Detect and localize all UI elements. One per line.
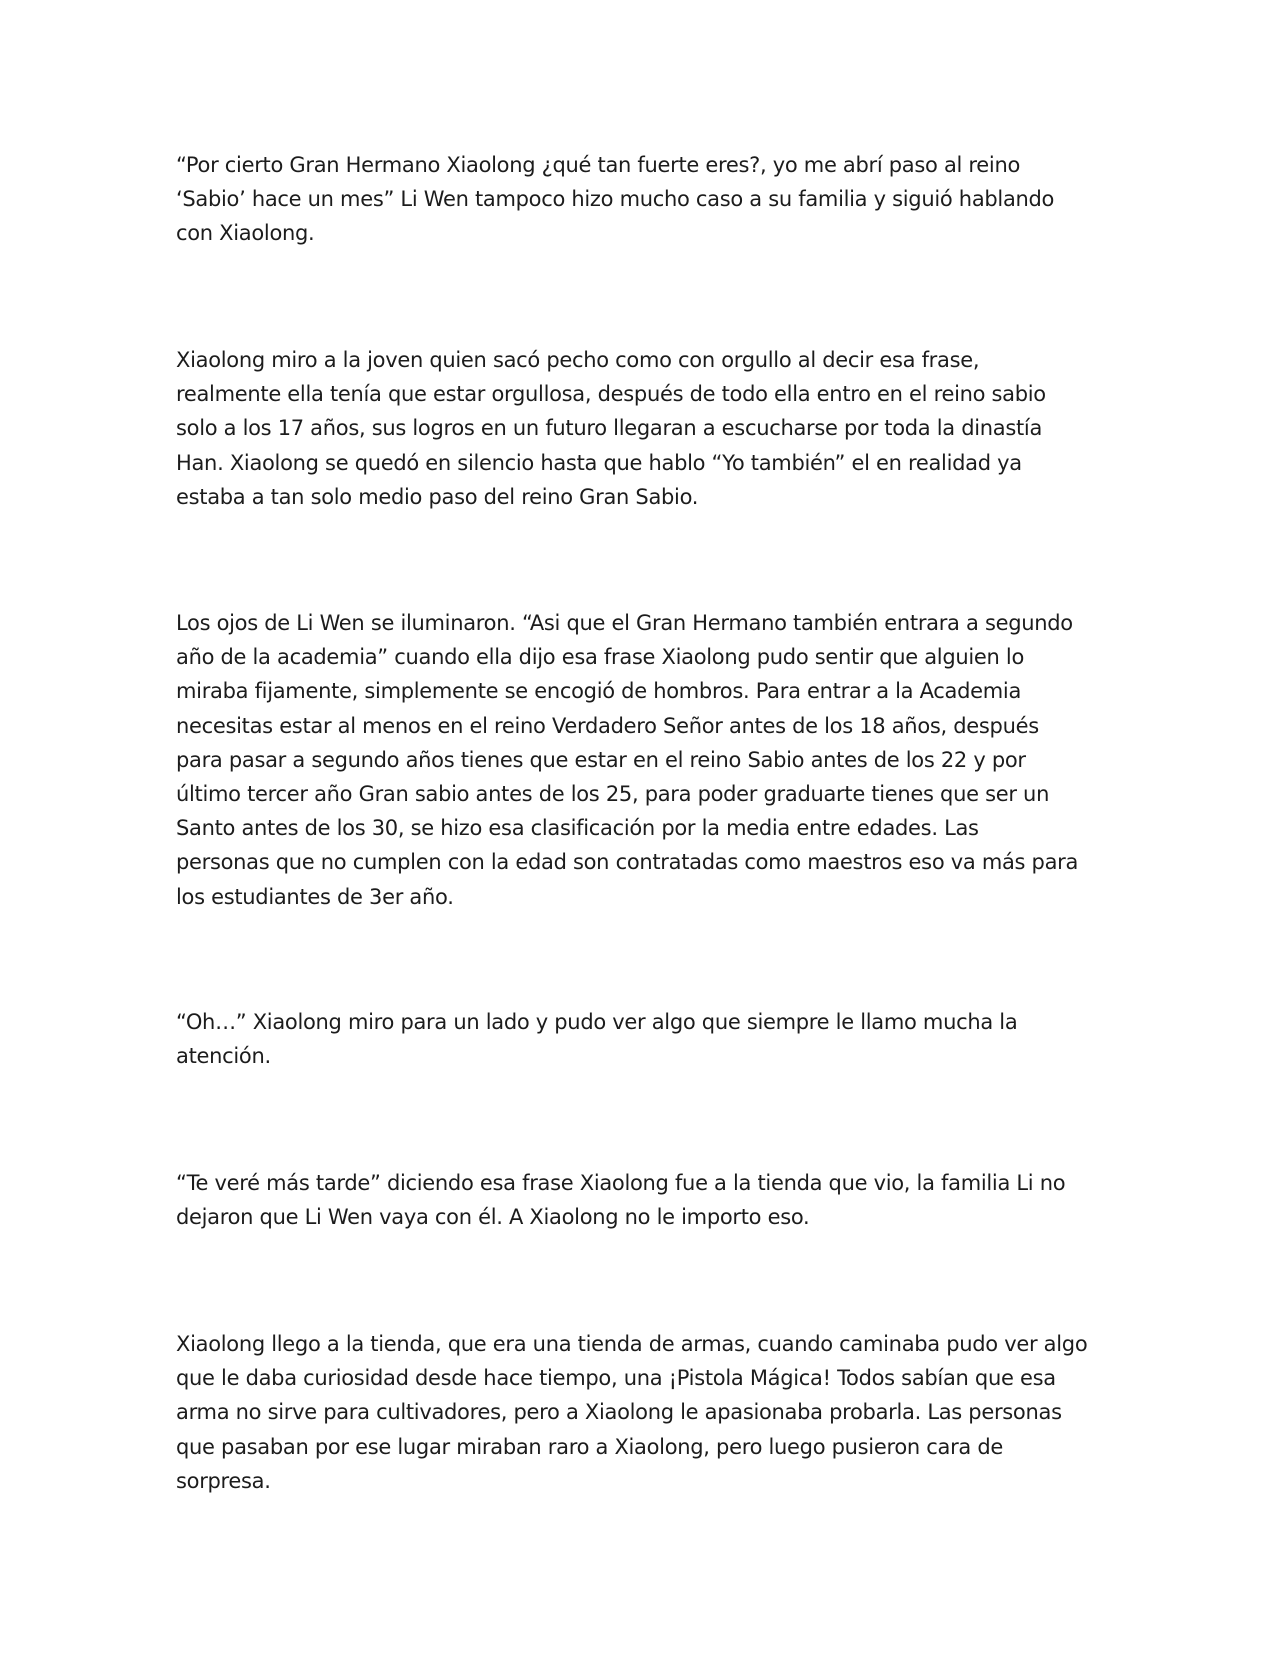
text-line: los estudiantes de 3er año. bbox=[176, 884, 454, 909]
text-line: Xiaolong llego a la tienda, que era una tienda de armas, cuando caminaba pudo ver algo bbox=[176, 1332, 1088, 1356]
text-line: año de la academia” cuando ella dijo esa frase Xiaolong pudo sentir que alguien lo bbox=[176, 645, 1025, 670]
paragraph-1 bbox=[176, 148, 1116, 251]
text-line: Han. Xiaolong se quedó en silencio hasta que hablo “Yo también” el en realidad ya bbox=[176, 450, 1022, 475]
text-line: con Xiaolong. bbox=[176, 221, 315, 246]
text-line: realmente ella tenía que estar orgullosa, después de todo ella entro en el reino sabio bbox=[176, 382, 1046, 407]
paragraph-3 bbox=[176, 606, 1116, 914]
paragraph-6 bbox=[176, 1327, 1116, 1498]
text-line: sorpresa. bbox=[176, 1468, 271, 1493]
text-line: “Te veré más tarde” diciendo esa frase Xiaolong fue a la tienda que vio, la familia Li no bbox=[176, 1171, 1066, 1195]
text-line: Santo antes de los 30, se hizo esa clasificación por la media entre edades. Las bbox=[176, 816, 979, 841]
text-line: estaba a tan solo medio paso del reino Gran Sabio. bbox=[176, 484, 699, 509]
text-line: Los ojos de Li Wen se iluminaron. “Asi que el Gran Hermano también entrara a segundo bbox=[176, 611, 1073, 635]
text-line: último tercer año Gran sabio antes de los 25, para poder graduarte tienes que ser un bbox=[176, 782, 1050, 807]
text-line: personas que no cumplen con la edad son contratadas como maestros eso va más para bbox=[176, 850, 1079, 875]
text-line: arma no sirve para cultivadores, pero a Xiaolong le apasionaba probarla. Las personas bbox=[176, 1400, 1062, 1425]
text-line: dejaron que Li Wen vaya con él. A Xiaolong no le importo eso. bbox=[176, 1205, 810, 1230]
text-line: “Oh…” Xiaolong miro para un lado y pudo ver algo que siempre le llamo mucha la bbox=[176, 1010, 1018, 1034]
text-line: atención. bbox=[176, 1044, 271, 1069]
text-line: solo a los 17 años, sus logros en un futuro llegaran a escucharse por toda la dinastía bbox=[176, 416, 1043, 441]
text-line: necesitas estar al menos en el reino Verdadero Señor antes de los 18 años, después bbox=[176, 713, 1039, 738]
text-line: que pasaban por ese lugar miraban raro a Xiaolong, pero luego pusieron cara de bbox=[176, 1434, 1003, 1459]
text-line: para pasar a segundo años tienes que estar en el reino Sabio antes de los 22 y por bbox=[176, 747, 1026, 772]
text-line: Xiaolong miro a la joven quien sacó pecho como con orgullo al decir esa frase, bbox=[176, 348, 980, 372]
text-line: ‘Sabio’ hace un mes” Li Wen tampoco hizo mucho caso a su familia y siguió hablando bbox=[176, 187, 1055, 212]
text-line: miraba fijamente, simplemente se encogió de hombros. Para entrar a la Academia bbox=[176, 679, 1022, 704]
paragraph-5 bbox=[176, 1166, 1116, 1234]
paragraph-4 bbox=[176, 1005, 1116, 1073]
paragraph-2 bbox=[176, 343, 1116, 514]
text-line: “Por cierto Gran Hermano Xiaolong ¿qué tan fuerte eres?, yo me abrí paso al reino bbox=[176, 153, 1021, 177]
text-line: que le daba curiosidad desde hace tiempo, una ¡Pistola Mágica! Todos sabían que esa bbox=[176, 1366, 1056, 1391]
